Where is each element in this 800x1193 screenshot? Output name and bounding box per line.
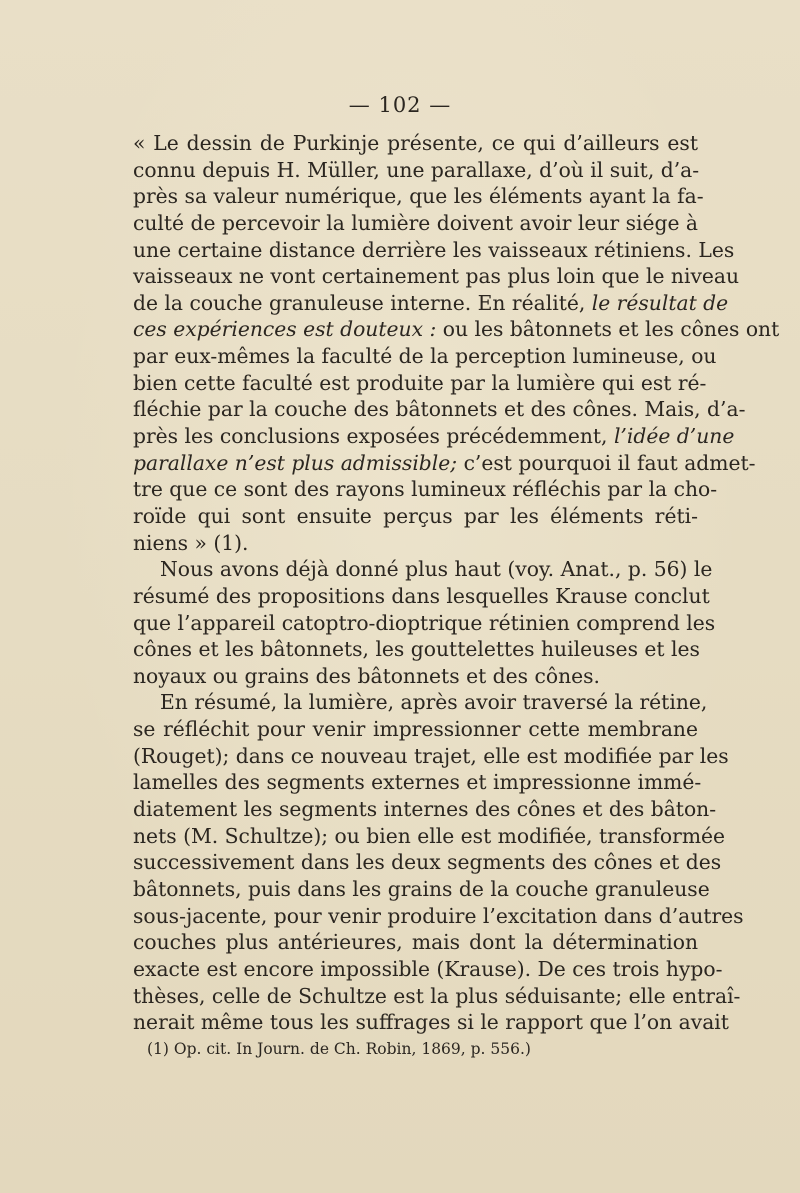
text-line: nets (M. Schultze); ou bien elle est modifiée, transformée [133,823,726,848]
text-line: bien cette faculté est produite par la lumière qui est ré- [133,370,707,395]
text-line: près sa valeur numérique, que les éléments ayant la fa- [133,184,704,209]
body-text [133,130,780,1036]
footnote: (1) Op. cit. In Journ. de Ch. Robin, 1869, p. 556.) [147,1040,531,1058]
text-line: que l’appareil catoptro-dioptrique rétinien comprend les [133,610,716,635]
text-line: fléchie par la couche des bâtonnets et des cônes. Mais, d’a- [133,397,746,422]
page-number: — 102 — [348,93,452,117]
paragraph-end-line: noyaux ou grains des bâtonnets et des cônes. [133,663,600,688]
text-line: se réfléchit pour venir impressionner cette membrane [133,717,698,742]
text-line: cônes et les bâtonnets, les gouttelettes huileuses et les [133,637,700,662]
text-run: c’est pourquoi il faut admet- [457,450,756,475]
text-line: (Rouget); dans ce nouveau trajet, elle est modifiée par les [133,743,729,768]
text-line: successivement dans les deux segments des cônes et des [133,850,722,875]
text-line: culté de percevoir la lumière doivent avoir leur siége à [133,210,699,235]
text-line [133,316,780,343]
text-line: connu depuis H. Müller, une parallaxe, d’où il suit, d’a- [133,157,700,182]
text-run: ou les bâtonnets et les cônes ont [436,317,780,342]
text-line [133,450,756,477]
text-run: de la couche granuleuse interne. En réalité, [133,290,592,315]
italic-run: le résultat de [591,290,729,315]
text-line: sous-jacente, pour venir produire l’excitation dans d’autres [133,903,744,928]
italic-run: ces expériences est douteux : [133,317,437,342]
paragraph-start-line: Nous avons déjà donné plus haut (voy. Anat., p. 56) le [160,557,713,582]
text-line: bâtonnets, puis dans les grains de la couche granuleuse [133,876,710,901]
text-line: lamelles des segments externes et impressionne immé- [133,770,702,795]
text-line [133,423,735,450]
text-line: couches plus antérieures, mais dont la détermination [133,930,698,955]
text-line: roïde qui sont ensuite perçus par les éléments réti- [133,503,698,528]
text-run: près les conclusions exposées précédemment, [133,424,614,449]
paragraph-end-line: niens » (1). [133,530,249,555]
text-line: thèses, celle de Schultze est la plus séduisante; elle entraî- [133,983,741,1008]
text-line: résumé des propositions dans lesquelles Krause conclut [133,583,710,608]
text-line: diatement les segments internes des cônes et des bâton- [133,797,717,822]
italic-run: parallaxe n’est plus admissible; [133,450,458,475]
text-line: « Le dessin de Purkinje présente, ce qui d’ailleurs est [133,131,698,155]
text-line: nerait même tous les suffrages si le rapport que l’on avait [133,1010,729,1035]
text-line: par eux-mêmes la faculté de la perception lumineuse, ou [133,344,717,369]
paragraph-start-line: En résumé, la lumière, après avoir traversé la rétine, [160,690,708,715]
italic-run: l’idée d’une [613,424,735,449]
text-line: vaisseaux ne vont certainement pas plus loin que le niveau [133,264,740,289]
text-line: une certaine distance derrière les vaisseaux rétiniens. Les [133,237,735,262]
text-line: tre que ce sont des rayons lumineux réfléchis par la cho- [133,477,718,502]
text-line: exacte est encore impossible (Krause). De ces trois hypo- [133,956,723,981]
text-line [133,290,729,317]
